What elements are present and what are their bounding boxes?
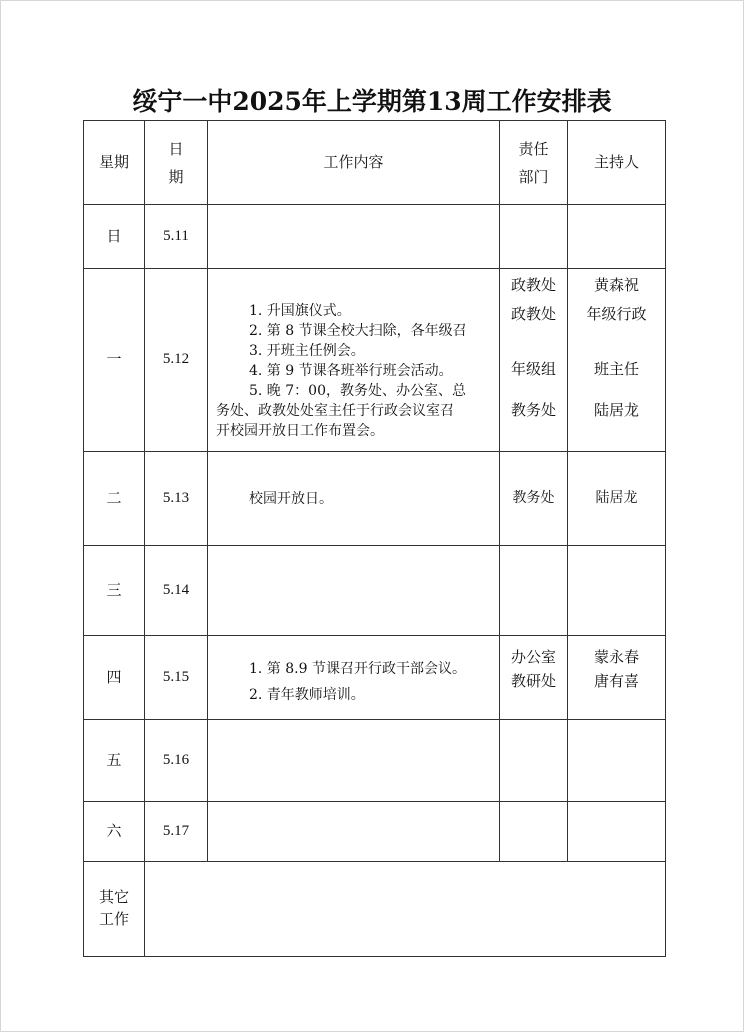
weekday-cell: 五 — [84, 720, 145, 802]
content-cell — [208, 269, 500, 452]
date-cell: 5.12 — [145, 269, 208, 452]
dept-cell — [500, 205, 568, 269]
weekday-cell: 日 — [84, 205, 145, 269]
dept-cell — [500, 720, 568, 802]
page-title: 绥宁一中2025年上学期第13周工作安排表 — [132, 87, 612, 116]
dept-cell: 教务处 — [500, 452, 568, 546]
content-cell — [208, 720, 500, 802]
dept-cell — [500, 636, 568, 720]
weekday-cell: 三 — [84, 546, 145, 636]
host-cell — [568, 546, 666, 636]
content-item: 1. 第 8.9 节课召开行政干部会议。 — [249, 661, 466, 677]
header-row — [84, 121, 666, 205]
content-item: 开校园开放日工作布置会。 — [216, 423, 384, 439]
other-work-label-line1: 其它 — [98, 888, 129, 907]
content-item: 2. 第 8 节课全校大扫除，各年级召 — [249, 323, 467, 339]
header-date-line2: 期 — [168, 167, 184, 186]
table-row — [84, 205, 666, 269]
header-host: 主持人 — [568, 121, 666, 205]
content-item: 4. 第 9 节课各班举行班会活动。 — [249, 363, 453, 379]
header-date — [145, 121, 208, 205]
other-work-label-line2: 工作 — [98, 910, 129, 928]
table-row — [84, 546, 666, 636]
dept-line: 教务处 — [510, 401, 556, 420]
dept-cell — [500, 546, 568, 636]
dept-cell — [500, 269, 568, 452]
schedule-table — [83, 120, 666, 957]
header-dept-line1: 责任 — [518, 139, 549, 158]
date-cell: 5.16 — [145, 720, 208, 802]
host-cell — [568, 720, 666, 802]
content-item: 校园开放日。 — [249, 490, 333, 507]
content-cell — [208, 802, 500, 862]
host-cell — [568, 636, 666, 720]
weekday-cell: 一 — [84, 269, 145, 452]
host-cell — [568, 205, 666, 269]
host-line: 黄森祝 — [593, 276, 639, 294]
host-line: 班主任 — [593, 359, 639, 378]
content-item: 5. 晚 7：00，教务处、办公室、总 — [249, 383, 466, 399]
host-cell: 陆居龙 — [568, 452, 666, 546]
dept-line: 年级组 — [510, 359, 556, 378]
host-cell — [568, 802, 666, 862]
host-line: 唐有喜 — [593, 672, 639, 690]
dept-line: 政教处 — [510, 276, 556, 294]
content-cell — [208, 636, 500, 720]
date-cell: 5.15 — [145, 636, 208, 720]
date-cell: 5.11 — [145, 205, 208, 269]
host-line: 蒙永春 — [593, 648, 639, 666]
date-cell: 5.13 — [145, 452, 208, 546]
table-row — [84, 636, 666, 720]
header-date-line1: 日 — [168, 139, 184, 158]
content-item: 3. 开班主任例会。 — [249, 343, 365, 359]
dept-cell — [500, 802, 568, 862]
table-row — [84, 720, 666, 802]
date-cell: 5.17 — [145, 802, 208, 862]
other-work-content — [145, 862, 666, 957]
header-weekday: 星期 — [84, 121, 145, 205]
header-content: 工作内容 — [208, 121, 500, 205]
content-item: 务处、政教处处室主任于行政会议室召 — [216, 403, 454, 419]
weekday-cell: 六 — [84, 802, 145, 862]
content-list — [208, 489, 499, 509]
host-line: 年级行政 — [586, 304, 647, 323]
header-dept — [500, 121, 568, 205]
content-cell — [208, 546, 500, 636]
other-work-label — [84, 862, 145, 957]
content-item: 2. 青年教师培训。 — [249, 687, 365, 703]
content-cell — [208, 452, 500, 546]
weekday-cell: 四 — [84, 636, 145, 720]
content-item: 1. 升国旗仪式。 — [249, 303, 351, 319]
dept-line: 教研处 — [510, 672, 556, 690]
dept-line: 政教处 — [510, 304, 556, 323]
content-list — [208, 647, 499, 708]
other-work-row — [84, 862, 666, 957]
table-row — [84, 269, 666, 452]
content-list — [208, 279, 499, 441]
content-cell — [208, 205, 500, 269]
host-line: 陆居龙 — [593, 401, 639, 420]
host-cell — [568, 269, 666, 452]
date-cell: 5.14 — [145, 546, 208, 636]
table-row — [84, 452, 666, 546]
weekday-cell: 二 — [84, 452, 145, 546]
dept-line: 办公室 — [510, 648, 556, 666]
table-row — [84, 802, 666, 862]
header-dept-line2: 部门 — [518, 167, 549, 186]
